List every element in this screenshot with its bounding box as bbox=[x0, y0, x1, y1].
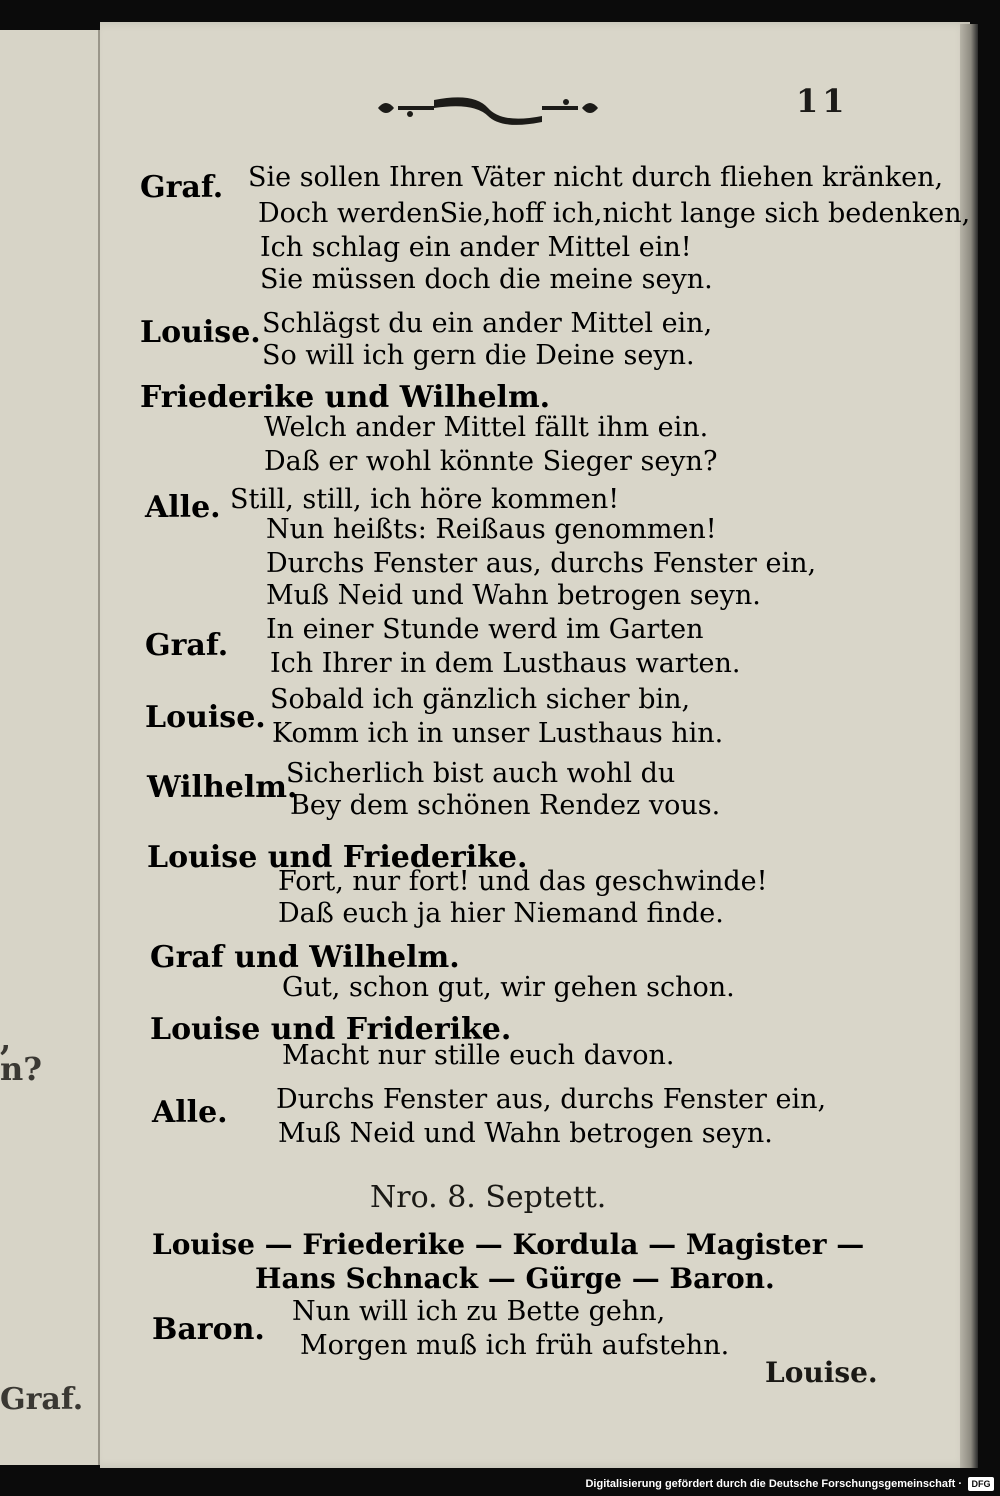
verse-line: Muß Neid und Wahn betrogen seyn. bbox=[278, 1118, 773, 1149]
verse-line: Fort, nur fort! und das geschwinde! bbox=[278, 866, 768, 897]
verse-line: Welch ander Mittel fällt ihm ein. bbox=[264, 412, 709, 443]
left-page-fragment bbox=[0, 30, 100, 1465]
speaker-label: Friederike und Wilhelm. bbox=[140, 380, 551, 415]
verse-line: Gut, schon gut, wir gehen schon. bbox=[282, 972, 735, 1003]
verse-line: Komm ich in unser Lusthaus hin. bbox=[272, 718, 724, 749]
speaker-label: Alle. bbox=[145, 490, 221, 525]
speaker-label: Louise und Friederike. bbox=[147, 840, 528, 875]
verse-line: Durchs Fenster aus, durchs Fenster ein, bbox=[276, 1084, 827, 1115]
verse-line: Sobald ich gänzlich sicher bin, bbox=[270, 684, 691, 715]
footer-bar bbox=[0, 1474, 1000, 1496]
number-heading: Nro. 8. Septett. bbox=[370, 1180, 607, 1215]
verse-line: Muß Neid und Wahn betrogen seyn. bbox=[266, 580, 761, 611]
speaker-label: Louise. bbox=[145, 700, 266, 735]
speaker-label: Baron. bbox=[152, 1312, 265, 1347]
verse-line: Nun heißts: Reißaus genommen! bbox=[266, 514, 717, 545]
verse-line: Bey dem schönen Rendez vous. bbox=[290, 790, 721, 821]
verse-line: Daß er wohl könnte Sieger seyn? bbox=[264, 446, 718, 477]
speaker-label: Graf und Wilhelm. bbox=[150, 940, 460, 975]
ornament-icon bbox=[368, 88, 608, 128]
left-page-text: , bbox=[0, 1020, 12, 1058]
cast-line: Hans Schnack — Gürge — Baron. bbox=[255, 1262, 775, 1295]
page-number: 11 bbox=[796, 82, 849, 120]
catchword: Louise. bbox=[765, 1356, 878, 1389]
verse-line: Ich Ihrer in dem Lusthaus warten. bbox=[270, 648, 741, 679]
speaker-label: Graf. bbox=[145, 628, 229, 663]
verse-line: Ich schlag ein ander Mittel ein! bbox=[260, 232, 692, 263]
speaker-label: Louise und Friderike. bbox=[150, 1012, 512, 1047]
dfg-logo-icon: DFG bbox=[968, 1477, 994, 1491]
verse-line: Doch werdenSie,hoff ich,nicht lange sich bedenken, bbox=[258, 198, 971, 229]
left-page-text: Graf. bbox=[0, 1382, 84, 1417]
speaker-label: Wilhelm. bbox=[147, 770, 298, 805]
verse-line: In einer Stunde werd im Garten bbox=[266, 614, 704, 645]
cast-line: Louise — Friederike — Kordula — Magister — bbox=[152, 1228, 865, 1261]
verse-line: So will ich gern die Deine seyn. bbox=[262, 340, 695, 371]
verse-line: Sicherlich bist auch wohl du bbox=[286, 758, 676, 789]
verse-line: Macht nur stille euch davon. bbox=[282, 1040, 675, 1071]
verse-line: Nun will ich zu Bette gehn, bbox=[292, 1296, 666, 1327]
verse-line: Sie müssen doch die meine seyn. bbox=[260, 264, 713, 295]
verse-line: Schlägst du ein ander Mittel ein, bbox=[262, 308, 713, 339]
speaker-label: Louise. bbox=[140, 315, 261, 350]
left-page-text: n? bbox=[0, 1050, 43, 1088]
speaker-label: Graf. bbox=[140, 170, 224, 205]
funding-credit: Digitalisierung gefördert durch die Deutsche Forschungsgemeinschaft · bbox=[585, 1478, 962, 1490]
verse-line: Sie sollen Ihren Väter nicht durch fliehen kränken, bbox=[248, 162, 944, 193]
verse-line: Durchs Fenster aus, durchs Fenster ein, bbox=[266, 548, 817, 579]
verse-line: Morgen muß ich früh aufstehn. bbox=[300, 1330, 730, 1361]
verse-line: Still, still, ich höre kommen! bbox=[230, 484, 620, 515]
page-edge bbox=[960, 24, 978, 1468]
verse-line: Daß euch ja hier Niemand finde. bbox=[278, 898, 724, 929]
speaker-label: Alle. bbox=[152, 1095, 228, 1130]
